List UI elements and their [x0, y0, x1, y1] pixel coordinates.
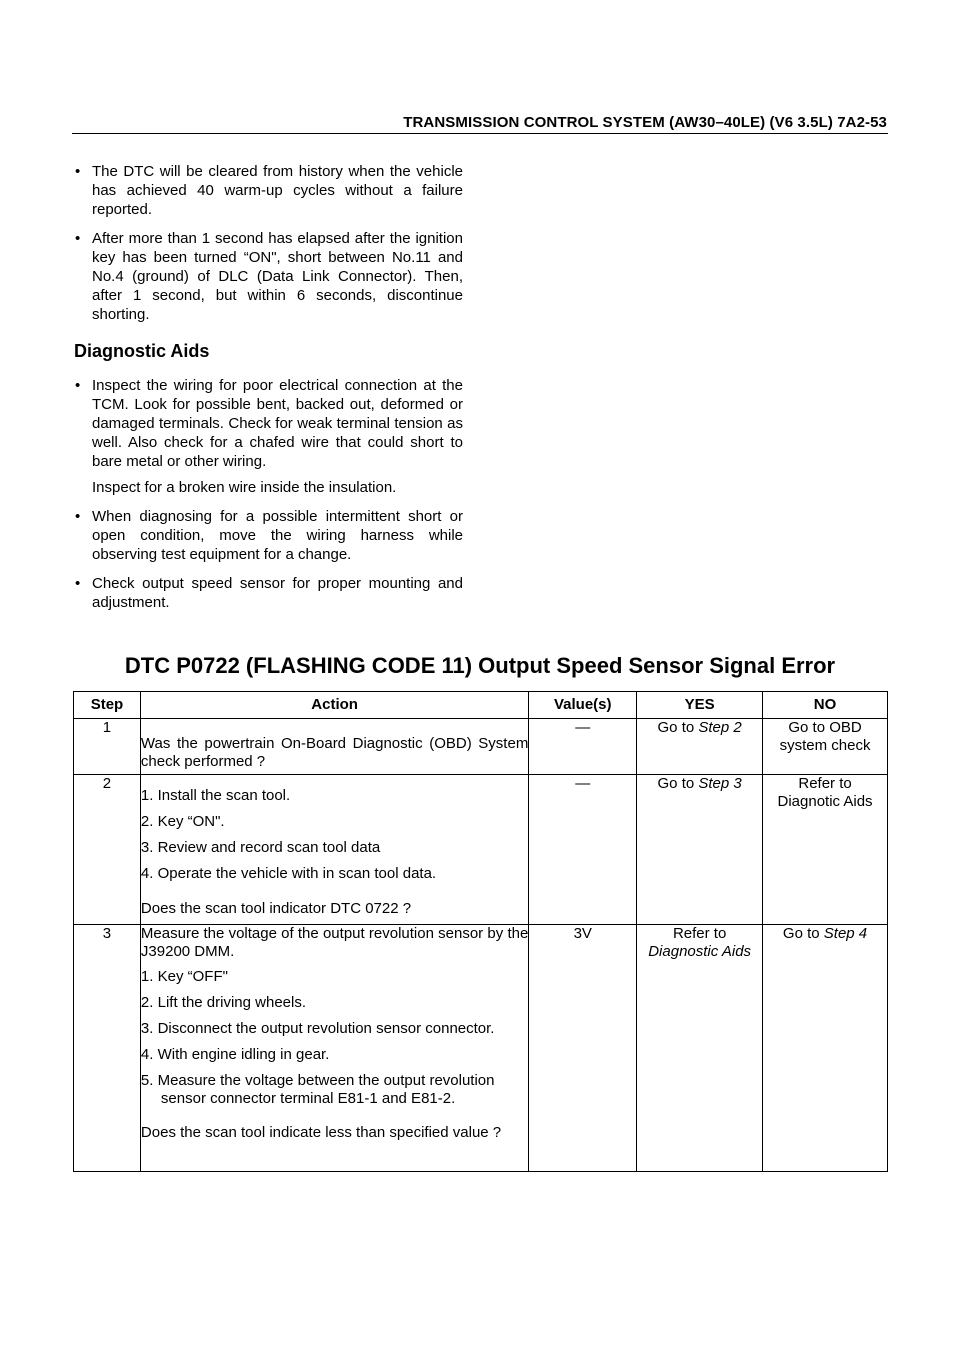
column-header-action: Action — [140, 692, 528, 719]
table-row — [74, 925, 888, 1172]
left-column — [75, 162, 463, 622]
procedure-step: 5. Measure the voltage between the output revolution sensor connector terminal E81-1 and E81-2. — [140, 1072, 495, 1107]
step-number: 2 — [74, 775, 141, 925]
header-divider — [72, 133, 888, 134]
list-item: • After more than 1 second has elapsed after the ignition key has been turned “ON", short between No.11 and No.4 (ground) of DLC (Data Link Connector). Then, after 1 second, but within 6 seconds, discontinue shorting. — [75, 230, 463, 323]
yes-cell: Refer to Diagnostic Aids — [637, 925, 763, 1172]
step-reference: Step 3 — [698, 775, 742, 792]
action-question: Was the powertrain On-Board Diagnostic (OBD) System check performed ? — [140, 735, 529, 770]
list-item: • Check output speed sensor for proper mounting and adjustment. — [75, 575, 463, 611]
list-item: • Inspect the wiring for poor electrical connection at the TCM. Look for possible bent, backed out, deformed or damaged terminals. Check for weak terminal tension as well. Also check for a chafed wire that could short to bare metal or other wiring. Inspect for a broken wire inside the insulation. — [75, 377, 463, 496]
procedure-step: 1. Key “OFF" — [140, 968, 228, 985]
table-row — [74, 719, 888, 775]
procedure-step: 3. Review and record scan tool data — [140, 839, 381, 856]
procedure-list — [141, 787, 528, 883]
procedure-step: 4. Operate the vehicle with in scan tool data. — [140, 865, 437, 882]
table-row — [74, 775, 888, 925]
column-header-step: Step — [74, 692, 141, 719]
action-cell — [140, 775, 528, 925]
action-question: Does the scan tool indicate less than specified value ? — [140, 1124, 502, 1141]
yes-cell: Go to Step 2 — [637, 719, 763, 775]
column-header-values: Value(s) — [529, 692, 637, 719]
bullet-icon: • — [75, 230, 81, 247]
table-header-row — [74, 692, 888, 719]
bullet-icon: • — [75, 377, 81, 394]
step-number: 3 — [74, 925, 141, 1172]
step-reference: Step 4 — [823, 925, 868, 942]
no-cell: Go to OBD system check — [763, 719, 888, 775]
procedure-step: 3. Disconnect the output revolution sensor connector. — [140, 1020, 495, 1037]
no-cell: Go to Step 4 — [763, 925, 888, 1172]
yes-cell: Go to Step 3 — [637, 775, 763, 925]
bullet-icon: • — [75, 508, 81, 525]
bullet-icon: • — [75, 163, 81, 180]
bullet-icon: • — [75, 575, 81, 592]
procedure-step: 2. Key “ON". — [140, 813, 225, 830]
procedure-list — [141, 968, 528, 1108]
no-cell: Refer to Diagnotic Aids — [763, 775, 888, 925]
list-item: • The DTC will be cleared from history when the vehicle has achieved 40 warm-up cycles without a failure reported. — [75, 163, 463, 218]
action-intro: Measure the voltage of the output revolution sensor by the J39200 DMM. — [140, 925, 529, 960]
diagnostic-table — [73, 691, 888, 1172]
list-item: • When diagnosing for a possible intermittent short or open condition, move the wiring harness while observing test equipment for a change. — [75, 508, 463, 563]
step-reference: Step 2 — [698, 719, 742, 736]
column-header-yes: YES — [637, 692, 763, 719]
value-cell: — — [529, 719, 637, 775]
action-question: Does the scan tool indicator DTC 0722 ? — [140, 900, 412, 917]
value-cell: — — [529, 775, 637, 925]
value-cell: 3V — [529, 925, 637, 1172]
section-title: Diagnostic Aids — [74, 341, 210, 361]
procedure-step: 1. Install the scan tool. — [140, 787, 291, 804]
procedure-step: 4. With engine idling in gear. — [140, 1046, 330, 1063]
page-header: TRANSMISSION CONTROL SYSTEM (AW30–40LE) (V6 3.5L) 7A2-53 — [403, 114, 887, 131]
action-cell — [140, 925, 528, 1172]
dtc-title: DTC P0722 (FLASHING CODE 11) Output Speed Sensor Signal Error — [124, 653, 836, 678]
action-cell — [140, 719, 528, 775]
procedure-step: 2. Lift the driving wheels. — [140, 994, 307, 1011]
column-header-no: NO — [763, 692, 888, 719]
step-number: 1 — [74, 719, 141, 775]
diagnostic-aids-reference: Diagnostic Aids — [648, 943, 752, 960]
